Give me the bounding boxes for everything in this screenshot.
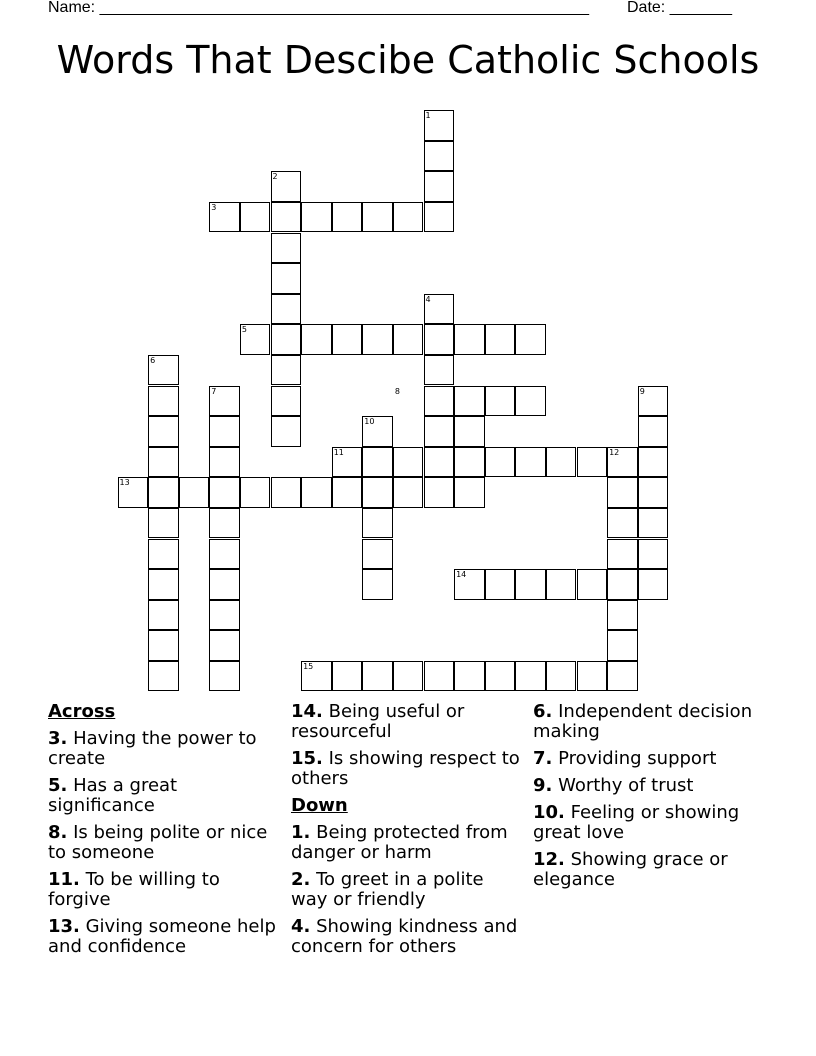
- clue-number-label: 15: [303, 661, 314, 671]
- grid-cell[interactable]: [271, 294, 302, 325]
- clue-column-3: [533, 702, 765, 897]
- grid-cell[interactable]: [271, 263, 302, 294]
- grid-cell[interactable]: [424, 202, 455, 233]
- clue: [291, 702, 523, 742]
- grid-cell[interactable]: [271, 324, 302, 355]
- clue: [48, 917, 280, 957]
- grid-cell[interactable]: [179, 477, 210, 508]
- clue-number: 15.: [291, 748, 323, 769]
- clue-text: Having the power to create: [48, 728, 257, 769]
- grid-cell[interactable]: [362, 569, 393, 600]
- grid-cell[interactable]: [271, 233, 302, 264]
- clue-number-label: 12: [609, 447, 620, 457]
- grid-cell[interactable]: [271, 355, 302, 386]
- clue-number-label: 5: [241, 325, 247, 335]
- grid-cell[interactable]: [577, 661, 608, 692]
- across-clue-list: [48, 729, 280, 957]
- clue-number: 10.: [533, 802, 565, 823]
- grid-cell[interactable]: [362, 661, 393, 692]
- grid-cell[interactable]: [271, 416, 302, 447]
- clue: [533, 850, 765, 890]
- clue: [291, 749, 523, 789]
- clue: [533, 776, 765, 796]
- down-heading: Down: [291, 795, 348, 816]
- grid-cell[interactable]: [607, 539, 638, 570]
- grid-cell[interactable]: [332, 661, 363, 692]
- grid-cell[interactable]: [638, 508, 669, 539]
- grid-cell[interactable]: [362, 447, 393, 478]
- clue-number: 9.: [533, 775, 553, 796]
- across-clue-list-cont: [291, 702, 523, 789]
- grid-cell[interactable]: [332, 324, 363, 355]
- clue-text: Giving someone help and confidence: [48, 916, 276, 957]
- grid-cell[interactable]: [301, 477, 332, 508]
- grid-cell[interactable]: [148, 447, 179, 478]
- grid-cell[interactable]: [362, 202, 393, 233]
- grid-cell[interactable]: [485, 324, 516, 355]
- clue-text: Feeling or showing great love: [533, 802, 740, 843]
- grid-cell[interactable]: [424, 447, 455, 478]
- clue: [48, 823, 280, 863]
- clue-text: Independent decision making: [533, 701, 753, 742]
- grid-cell[interactable]: [577, 447, 608, 478]
- grid-cell[interactable]: [148, 508, 179, 539]
- clue-number: 5.: [48, 775, 68, 796]
- clue: [48, 776, 280, 816]
- grid-cell[interactable]: [148, 600, 179, 631]
- clue: [533, 803, 765, 843]
- grid-cell[interactable]: [148, 661, 179, 692]
- grid-cell[interactable]: [424, 324, 455, 355]
- grid-cell[interactable]: [638, 416, 669, 447]
- grid-cell[interactable]: [393, 202, 424, 233]
- grid-cell[interactable]: [393, 661, 424, 692]
- grid-cell[interactable]: [362, 539, 393, 570]
- clue-number-label: 6: [150, 355, 156, 365]
- grid-cell[interactable]: [546, 661, 577, 692]
- grid-cell[interactable]: [454, 447, 485, 478]
- grid-cell[interactable]: [454, 416, 485, 447]
- clue-number: 3.: [48, 728, 68, 749]
- clue-number: 1.: [291, 822, 311, 843]
- grid-cell[interactable]: [485, 447, 516, 478]
- clue: [291, 823, 523, 863]
- clue-number: 14.: [291, 701, 323, 722]
- clue-column-2: [291, 702, 523, 964]
- grid-cell[interactable]: [454, 477, 485, 508]
- grid-cell[interactable]: [362, 508, 393, 539]
- grid-cell[interactable]: [209, 569, 240, 600]
- clue-text: Is being polite or nice to someone: [48, 822, 268, 863]
- grid-cell[interactable]: [362, 324, 393, 355]
- grid-cell[interactable]: [424, 477, 455, 508]
- clue-number-label: 3: [211, 202, 217, 212]
- clue: [291, 917, 523, 957]
- grid-cell[interactable]: [209, 477, 240, 508]
- clue: [533, 702, 765, 742]
- grid-cell[interactable]: [393, 477, 424, 508]
- grid-cell[interactable]: [209, 600, 240, 631]
- clue-number-label: 4: [425, 294, 431, 304]
- grid-cell[interactable]: [454, 661, 485, 692]
- grid-cell[interactable]: [515, 324, 546, 355]
- clue-number-label: 1: [425, 111, 431, 121]
- clue: [48, 870, 280, 910]
- grid-cell[interactable]: [577, 569, 608, 600]
- grid-cell[interactable]: [638, 447, 669, 478]
- grid-cell[interactable]: [148, 416, 179, 447]
- grid-cell[interactable]: [454, 386, 485, 417]
- grid-cell[interactable]: [148, 630, 179, 661]
- grid-cell[interactable]: [240, 202, 271, 233]
- grid-cell[interactable]: [424, 141, 455, 172]
- grid-cell[interactable]: [240, 477, 271, 508]
- grid-cell[interactable]: [515, 386, 546, 417]
- grid-cell[interactable]: [607, 630, 638, 661]
- date-field: Date: _______: [627, 0, 732, 16]
- grid-cell[interactable]: [332, 477, 363, 508]
- clue-number: 7.: [533, 748, 553, 769]
- grid-cell[interactable]: [209, 630, 240, 661]
- grid-cell[interactable]: [271, 386, 302, 417]
- grid-cell[interactable]: [424, 386, 455, 417]
- grid-cell[interactable]: [546, 447, 577, 478]
- clue-text: Providing support: [552, 748, 717, 769]
- grid-cell[interactable]: [209, 416, 240, 447]
- grid-cell[interactable]: [607, 477, 638, 508]
- grid-cell[interactable]: [607, 569, 638, 600]
- grid-cell[interactable]: [607, 661, 638, 692]
- grid-cell[interactable]: [485, 386, 516, 417]
- clue-number-label: 11: [333, 447, 344, 457]
- clue-number-label: 10: [364, 417, 375, 427]
- grid-cell[interactable]: [362, 477, 393, 508]
- grid-cell[interactable]: [148, 386, 179, 417]
- grid-cell[interactable]: [301, 324, 332, 355]
- clue-number: 12.: [533, 849, 565, 870]
- grid-cell[interactable]: [515, 447, 546, 478]
- clue-text: Has a great significance: [48, 775, 178, 816]
- grid-cell[interactable]: [454, 324, 485, 355]
- clue-number: 11.: [48, 869, 80, 890]
- grid-cell[interactable]: [209, 508, 240, 539]
- clue-text: Showing kindness and concern for others: [291, 916, 518, 957]
- name-field: Name: _______________________________________________________: [48, 0, 589, 16]
- grid-cell[interactable]: [209, 447, 240, 478]
- grid-cell[interactable]: [271, 202, 302, 233]
- clue-number-label: 13: [119, 478, 130, 488]
- clue-text: Being protected from danger or harm: [291, 822, 508, 863]
- clue-text: Worthy of trust: [552, 775, 694, 796]
- grid-cell[interactable]: [209, 661, 240, 692]
- clue-number-label: 7: [211, 386, 217, 396]
- page-title: Words That Descibe Catholic Schools: [56, 38, 760, 82]
- clue-text: Is showing respect to others: [291, 748, 520, 789]
- grid-cell[interactable]: [607, 600, 638, 631]
- clue-number: 4.: [291, 916, 311, 937]
- grid-cell[interactable]: [546, 569, 577, 600]
- grid-cell[interactable]: [424, 416, 455, 447]
- clue-text: Showing grace or elegance: [533, 849, 728, 890]
- clue-number: 6.: [533, 701, 553, 722]
- down-clue-list: [291, 823, 523, 957]
- clue-number-label: 8: [394, 386, 400, 396]
- grid-cell[interactable]: [271, 477, 302, 508]
- grid-cell[interactable]: [485, 661, 516, 692]
- grid-cell[interactable]: [301, 202, 332, 233]
- clue-number-label: 2: [272, 172, 278, 182]
- clue: [291, 870, 523, 910]
- clue-number: 8.: [48, 822, 68, 843]
- clue: [48, 729, 280, 769]
- grid-cell[interactable]: [209, 539, 240, 570]
- grid-cell[interactable]: [424, 355, 455, 386]
- grid-cell[interactable]: [515, 569, 546, 600]
- clue-number: 13.: [48, 916, 80, 937]
- grid-cell[interactable]: [332, 202, 363, 233]
- grid-cell[interactable]: [515, 661, 546, 692]
- down-clue-list-cont: [533, 702, 765, 890]
- grid-cell[interactable]: [638, 569, 669, 600]
- grid-cell[interactable]: [424, 661, 455, 692]
- grid-cell[interactable]: [393, 324, 424, 355]
- clue-column-1: [48, 702, 280, 964]
- clue-text: To be willing to forgive: [48, 869, 220, 910]
- grid-cell[interactable]: [148, 569, 179, 600]
- grid-cell[interactable]: [148, 539, 179, 570]
- clue-number-label: 14: [456, 570, 467, 580]
- grid-cell[interactable]: [485, 569, 516, 600]
- grid-cell[interactable]: [638, 539, 669, 570]
- grid-cell[interactable]: [607, 508, 638, 539]
- clue-number-label: 9: [639, 386, 645, 396]
- clue-text: Being useful or resourceful: [291, 701, 465, 742]
- grid-cell[interactable]: [148, 477, 179, 508]
- clue: [533, 749, 765, 769]
- grid-cell[interactable]: [393, 447, 424, 478]
- across-heading: Across: [48, 701, 116, 722]
- grid-cell[interactable]: [638, 477, 669, 508]
- grid-cell[interactable]: [424, 171, 455, 202]
- clue-text: To greet in a polite way or friendly: [291, 869, 484, 910]
- clue-number: 2.: [291, 869, 311, 890]
